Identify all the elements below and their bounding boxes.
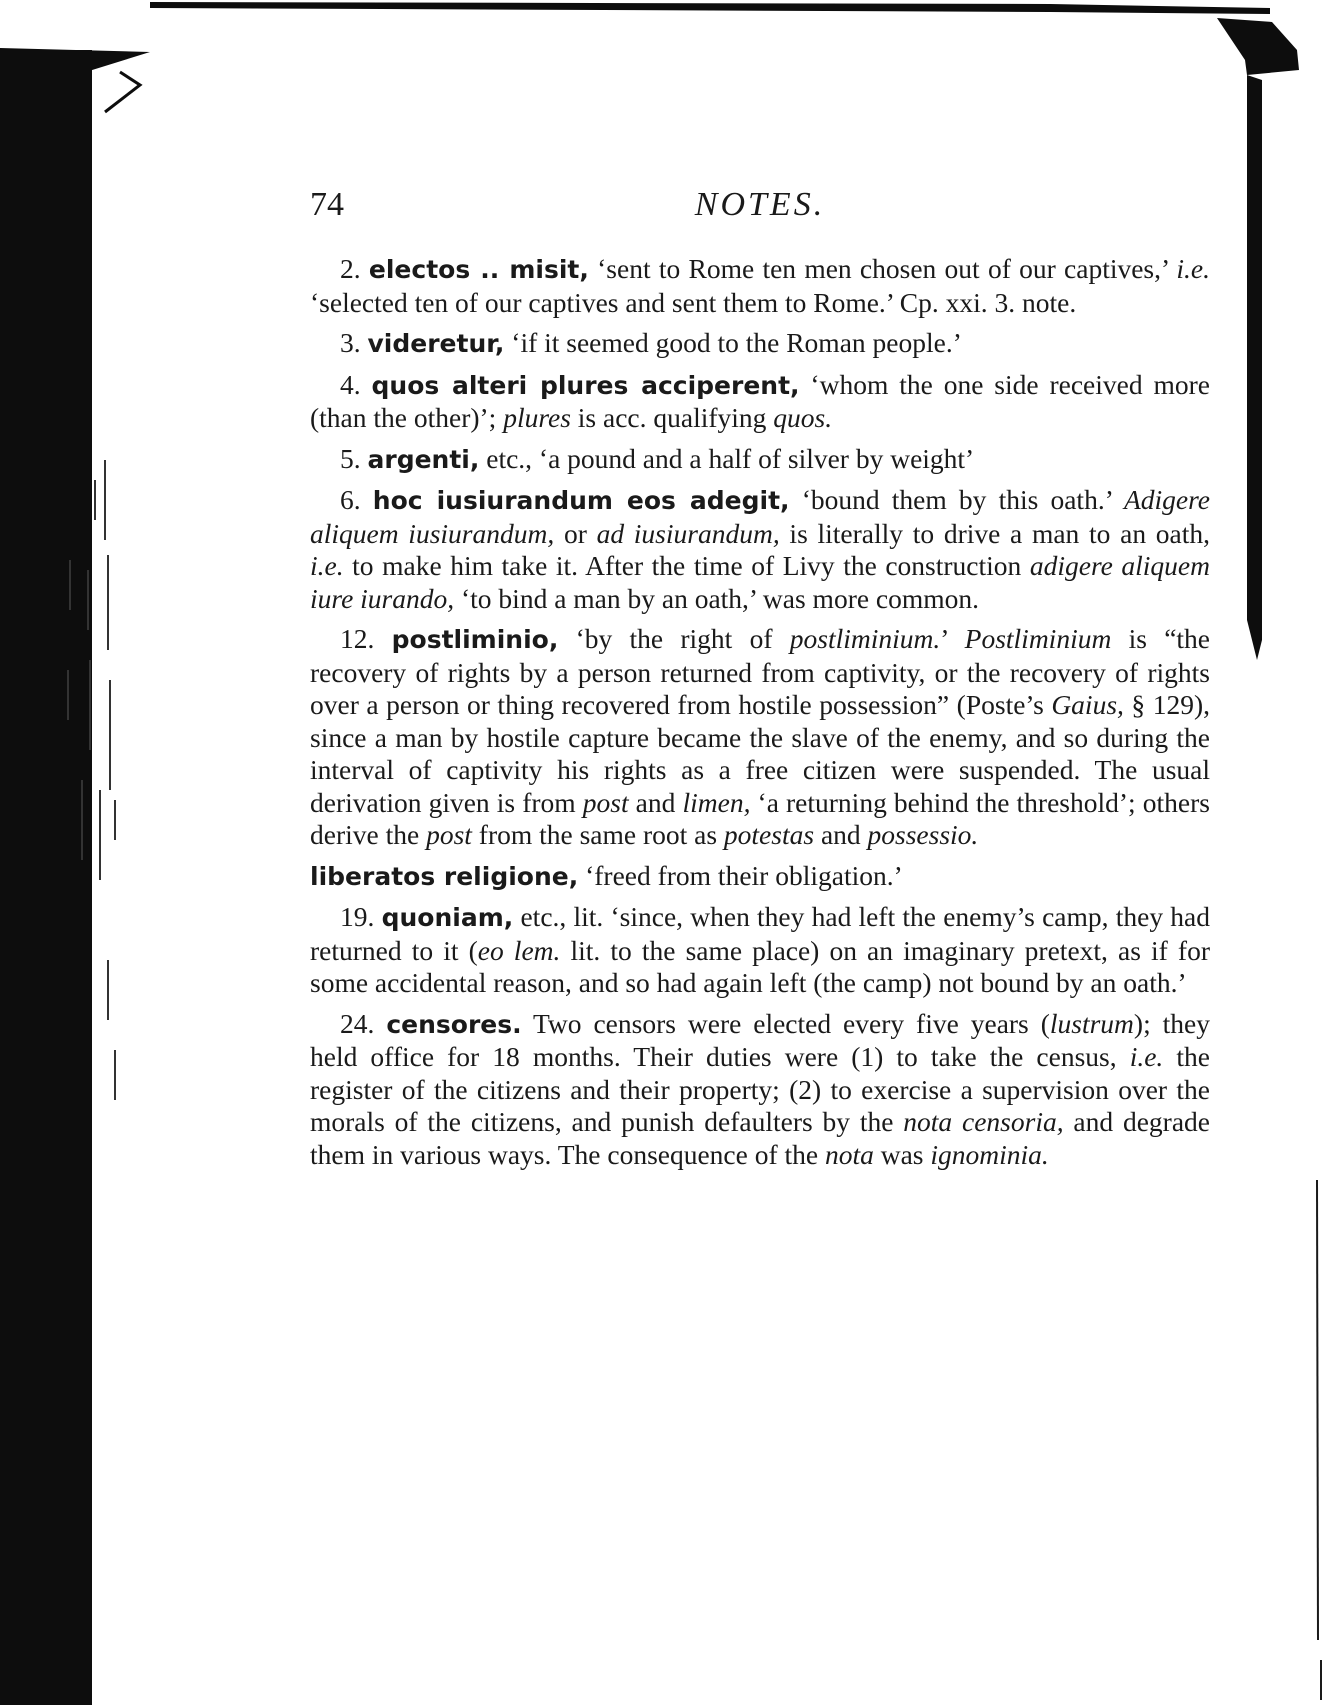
note-italic: Gaius, [1051, 689, 1124, 720]
note-text: ‘bound them by this oath.’ [789, 484, 1124, 515]
note-italic: lustrum [1049, 1007, 1134, 1039]
running-head [310, 185, 1210, 235]
note-4 [310, 369, 1210, 435]
note-lemma: hoc iusiurandum eos adegit, [372, 486, 790, 515]
note-lemma: postliminio, [391, 625, 559, 654]
note-italic: ad iusiurandum, [596, 517, 780, 549]
note-text: ‘a returning behind the threshold’; others derive the [310, 786, 1210, 850]
note-italic: ignominia. [930, 1138, 1049, 1170]
note-italic: quos. [773, 402, 833, 433]
note-italic: i.e. [1129, 1041, 1164, 1072]
note-italic: limen, [682, 786, 751, 818]
note-text: and [814, 819, 868, 850]
note-liberatos [310, 860, 1210, 894]
note-text: ‘freed from their obligation.’ [578, 859, 903, 891]
note-lemma: videretur, [367, 329, 505, 358]
note-lemma: quos alteri plures acciperent, [371, 370, 800, 400]
note-italic: possessio. [867, 819, 979, 850]
note-24 [310, 1008, 1210, 1172]
note-lemma: argenti, [367, 444, 480, 474]
note-italic: eo lem. [477, 934, 561, 966]
note-text: etc., lit. ‘since, when they had left the enemy’s camp, they had returned to it ( [310, 901, 1210, 966]
note-text: is acc. qualifying [570, 402, 774, 433]
note-text: is “the recovery of rights by a person returned from captivity, or the recovery of rights over a person or thing recovered from hostile possession” (Poste’s [310, 623, 1210, 720]
page-title: NOTES. [694, 186, 826, 223]
note-text: ‘to bind a man by an oath,’ was more common. [454, 582, 980, 614]
note-3 [310, 327, 1210, 361]
note-italic: plures [503, 402, 571, 433]
scan-gutter-marks [60, 460, 130, 1160]
note-text: the register of the citizens and their property; (2) to exercise a supervision over the morals of the citizens, and punish defaulters by the [310, 1041, 1210, 1137]
note-italic: nota censoria, [903, 1106, 1064, 1137]
scan-top-border [150, 0, 1270, 22]
note-italic: post [426, 819, 472, 850]
note-italic: i.e. [310, 550, 344, 581]
note-text: is literally to drive a man to an oath, [779, 517, 1210, 549]
note-6 [310, 484, 1210, 615]
page-body [310, 185, 1210, 1179]
note-italic: Postliminium [964, 623, 1112, 654]
note-text: or [554, 517, 597, 549]
note-text: ‘whom the one side received more (than the other)’; [310, 368, 1210, 433]
note-12 [310, 623, 1210, 852]
note-italic: i.e. [1176, 253, 1210, 284]
note-text: ‘selected ten of our captives and sent them to Rome.’ Cp. xxi. 3. note. [310, 286, 1077, 318]
note-italic: Adigere aliquem iusiurandum, [310, 484, 1211, 549]
note-text: etc., ‘a pound and a half of silver by weight’ [479, 442, 975, 474]
note-number: 2. [340, 253, 361, 284]
note-italic: postliminium. [789, 623, 941, 654]
note-text: Two censors were elected every five years ( [521, 1007, 1050, 1039]
scan-right-border [1217, 0, 1337, 1705]
note-number: 4. [340, 368, 361, 400]
note-number: 12. [340, 623, 375, 654]
note-text: and [628, 786, 683, 818]
note-number: 5. [340, 442, 361, 474]
page-number: 74 [310, 186, 344, 223]
note-5 [310, 443, 1210, 477]
note-text: from the same root as [471, 819, 724, 850]
note-italic: post [582, 786, 629, 818]
note-text: ‘if it seemed good to the Roman people.’ [504, 327, 962, 358]
note-2 [310, 253, 1210, 319]
note-text: § 129), since a man by hostile capture became the slave of the enemy, and so during the interval of captivity his rights as a free citizen were suspended. The usual derivation given is from [310, 689, 1210, 818]
note-text: to make him take it. After the time of Livy the construction [343, 550, 1030, 581]
note-lemma: quoniam, [381, 903, 514, 932]
note-italic: adigere aliquem iure iurando, [310, 550, 1210, 614]
note-lemma: censores. [386, 1009, 522, 1039]
note-text: lit. to the same place) on an imaginary pretext, as if for some accidental reason, and so had again left (the camp) not bound by an oath.’ [310, 934, 1210, 998]
note-number: 19. [340, 901, 375, 932]
note-lemma: liberatos religione, [310, 861, 579, 891]
note-text: was [873, 1138, 931, 1170]
note-lemma: electos .. misit, [368, 255, 589, 284]
note-number: 6. [340, 484, 361, 515]
note-text: ‘by the right of [558, 623, 790, 654]
note-text: ); they held office for 18 months. Their duties were (1) to take the census, [310, 1007, 1210, 1072]
note-text: and degrade them in various ways. The consequence of the [310, 1106, 1210, 1170]
note-number: 24. [340, 1007, 375, 1039]
note-text: ‘sent to Rome ten men chosen out of our captives,’ [588, 253, 1177, 284]
note-text: ’ [940, 623, 965, 654]
note-number: 3. [340, 327, 361, 358]
note-italic: potestas [723, 819, 815, 850]
note-19 [310, 901, 1210, 1000]
note-italic: nota [824, 1138, 874, 1170]
